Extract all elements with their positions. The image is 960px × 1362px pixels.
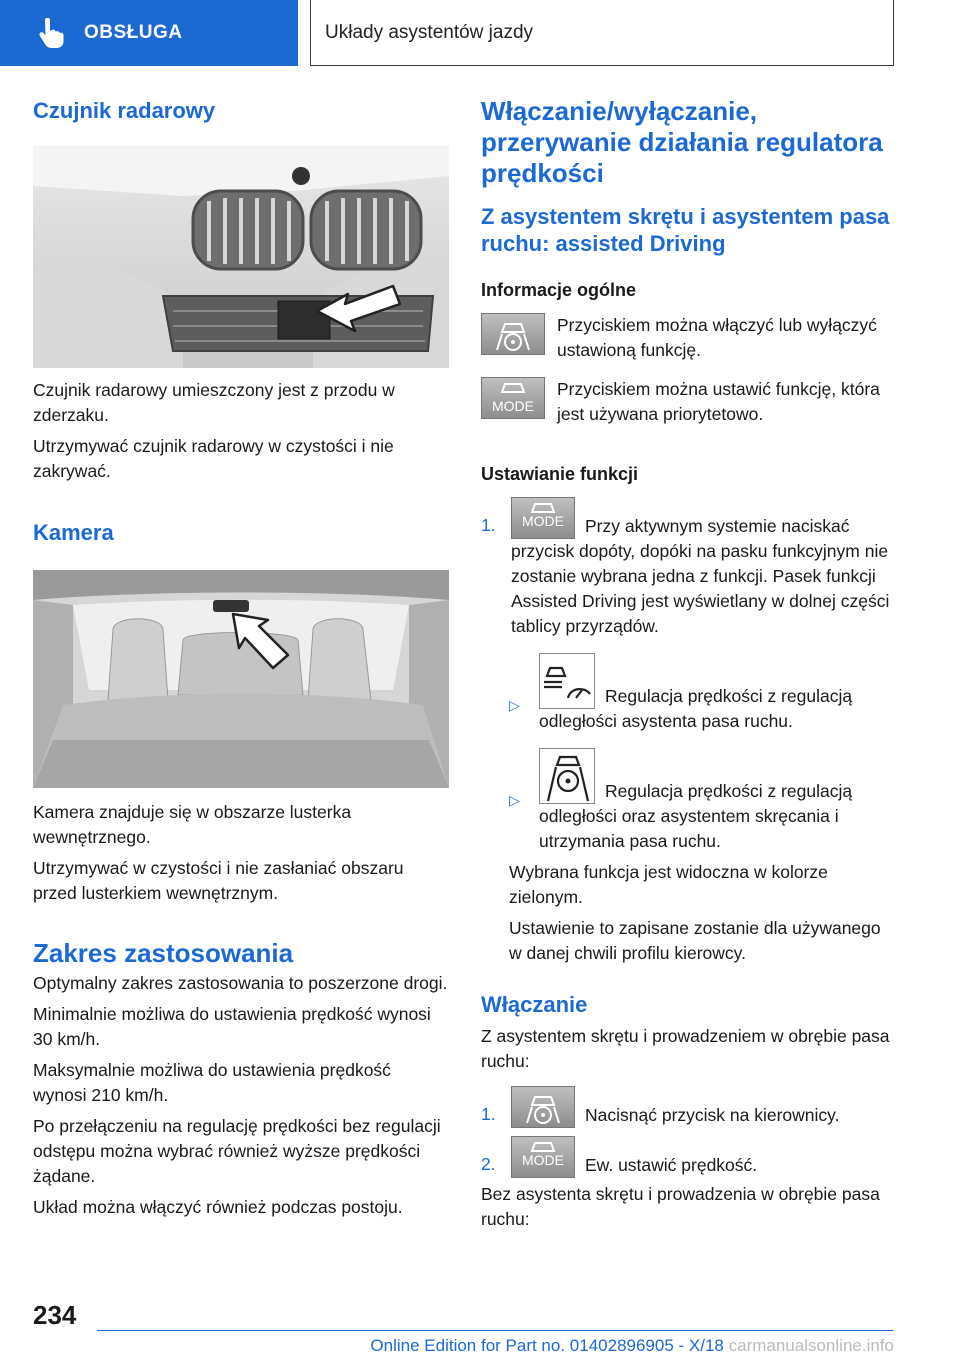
radar-text-2: Utrzymywać czujnik radarowy w czystości i nie zakrywać. bbox=[33, 436, 394, 481]
on-intro: Z asystentem skrętu i prowadzeniem w obrębie pasa ruchu: bbox=[481, 1026, 890, 1071]
triangle-bullet-icon: ▷ bbox=[509, 697, 520, 713]
section-title: Układy asystentów jazdy bbox=[310, 0, 894, 66]
range-text-2: Minimalnie możliwa do ustawienia prędkość wynosi 30 km/h. bbox=[33, 1004, 431, 1049]
car-icon bbox=[500, 382, 526, 396]
on-heading: Włączanie bbox=[481, 992, 588, 1017]
step-number: 1. bbox=[481, 1104, 496, 1124]
range-heading: Zakres zastosowania bbox=[33, 938, 294, 968]
steering-assist-icon bbox=[493, 318, 533, 352]
page-number: 234 bbox=[33, 1300, 77, 1330]
steering-lane-icon bbox=[539, 748, 595, 804]
radar-text-1: Czujnik radarowy umieszczony jest z przodu w zderzaku. bbox=[33, 380, 395, 425]
mode-label: MODE bbox=[492, 398, 534, 414]
step-text: Nacisnąć przycisk na kierownicy. bbox=[585, 1105, 840, 1125]
assist-button-text: Przyciskiem można włączyć lub wyłączyć ustawioną funkcję. bbox=[557, 315, 877, 360]
mode-button-image bbox=[511, 497, 575, 539]
on-outro: Bez asystenta skrętu i prowadzenia w obrębie pasa ruchu: bbox=[481, 1184, 880, 1229]
cruise-heading: Włączanie/wyłączanie, przerywanie działania regulatora prędkości bbox=[481, 96, 883, 188]
mode-button-image bbox=[511, 1136, 575, 1178]
camera-figure bbox=[33, 570, 449, 788]
option-1-text: Regulacja prędkości z regulacją odległości asystenta pasa ruchu. bbox=[539, 686, 853, 731]
assist-button-row bbox=[481, 313, 896, 363]
assist-button-image bbox=[511, 1086, 575, 1128]
mode-button-row bbox=[481, 377, 896, 427]
triangle-bullet-icon: ▷ bbox=[509, 792, 520, 808]
chapter-tab[interactable] bbox=[0, 0, 298, 66]
camera-text-2: Utrzymywać w czystości i nie zasłaniać obszaru przed lusterkiem wewnętrznym. bbox=[33, 858, 404, 903]
radar-sensor-figure bbox=[33, 146, 449, 368]
distance-lane-icon bbox=[539, 653, 595, 709]
assist-button-image bbox=[481, 313, 545, 355]
left-column bbox=[33, 96, 449, 1220]
range-text-4: Po przełączeniu na regulację prędkości bez regulacji odstępu można wybrać również wyższe prędkości żądane. bbox=[33, 1116, 441, 1186]
step-number: 2. bbox=[481, 1154, 496, 1174]
footer-divider bbox=[97, 1330, 893, 1331]
camera-text-1: Kamera znajduje się w obszarze lusterka wewnętrznego. bbox=[33, 802, 352, 847]
right-column bbox=[481, 96, 896, 1232]
function-option-1 bbox=[509, 653, 896, 734]
footer-edition bbox=[310, 1336, 894, 1356]
setfunc-step-1 bbox=[481, 497, 896, 639]
mode-button-image bbox=[481, 377, 545, 419]
range-text-3: Maksymalnie możliwa do ustawienia prędkość wynosi 210 km/h. bbox=[33, 1060, 391, 1105]
hand-pointer-icon bbox=[36, 18, 64, 48]
option-2-text: Regulacja prędkości z regulacją odległości oraz asystentem skręcania i utrzymania pasa ruchu. bbox=[539, 781, 853, 851]
general-heading: Informacje ogólne bbox=[481, 280, 637, 300]
mode-label: MODE bbox=[522, 1152, 564, 1168]
on-step-1 bbox=[481, 1086, 896, 1128]
radar-heading: Czujnik radarowy bbox=[33, 98, 216, 123]
step-text: Ew. ustawić prędkość. bbox=[585, 1155, 758, 1175]
profile-note: Ustawienie to zapisane zostanie dla używanego w danej chwili profilu kierowcy. bbox=[509, 918, 881, 963]
on-step-2 bbox=[481, 1136, 896, 1178]
step-text: Przy aktywnym systemie naciskać przycisk dopóty, dopóki na pasku funkcyjnym nie zostanie wybrana jedna z funkcji. Pasek funkcji Assisted Driving jest wyświetlany w dolnej części tablicy przyrządów. bbox=[511, 516, 890, 636]
chapter-tab-label: OBSŁUGA bbox=[84, 22, 183, 43]
watermark-text: carmanualsonline.info bbox=[728, 1336, 894, 1355]
steering-assist-icon bbox=[523, 1091, 563, 1125]
mode-button-text: Przyciskiem można ustawić funkcję, która jest używana priorytetowo. bbox=[557, 379, 880, 424]
range-text-5: Układ można włączyć również podczas postoju. bbox=[33, 1197, 403, 1217]
camera-heading: Kamera bbox=[33, 520, 114, 545]
setfunc-heading: Ustawianie funkcji bbox=[481, 464, 639, 484]
step-number: 1. bbox=[481, 515, 496, 535]
selected-note: Wybrana funkcja jest widoczna w kolorze zielonym. bbox=[509, 862, 828, 907]
edition-text: Online Edition for Part no. 01402896905 - X/18 bbox=[370, 1336, 724, 1355]
mode-label: MODE bbox=[522, 513, 564, 529]
cruise-subheading: Z asystentem skrętu i asystentem pasa ruchu: assisted Driving bbox=[481, 204, 890, 256]
function-option-2 bbox=[509, 748, 896, 854]
range-text-1: Optymalny zakres zastosowania to poszerzone drogi. bbox=[33, 973, 448, 993]
